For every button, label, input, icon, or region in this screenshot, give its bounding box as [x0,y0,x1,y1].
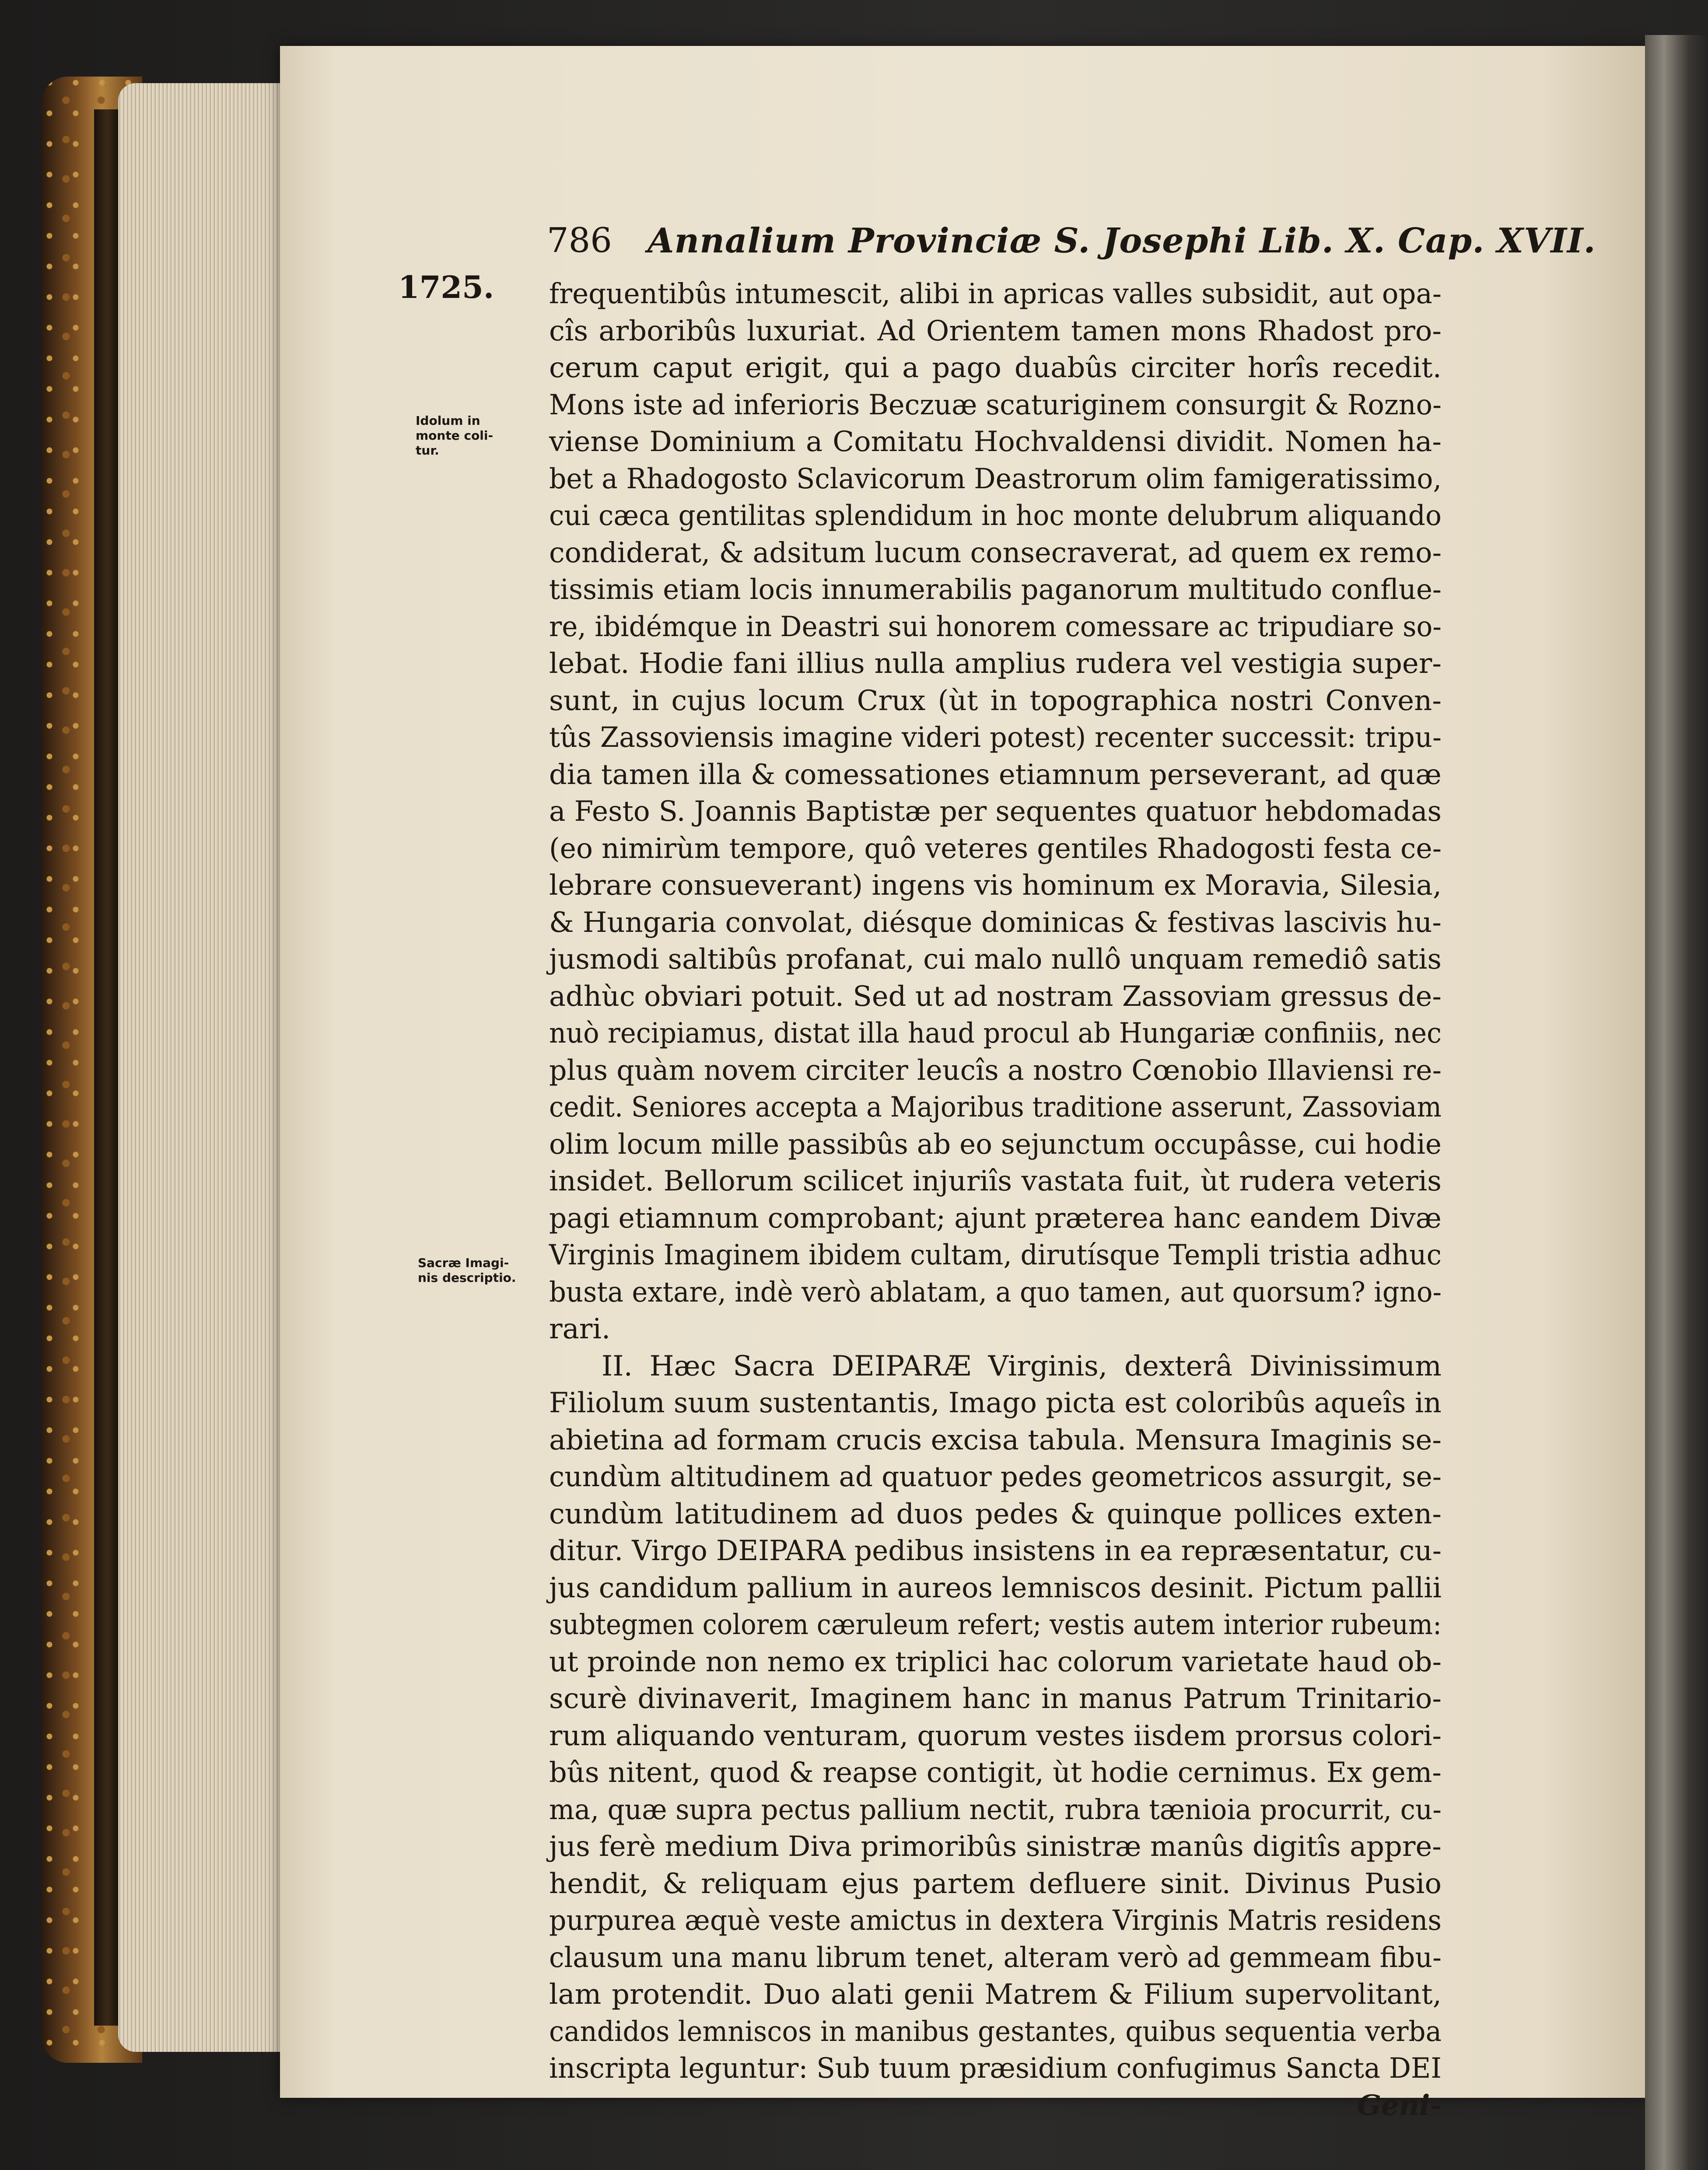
text-line [549,1939,1442,1977]
line-text: clausum una manu librum tenet, alteram verò ad gemmeam fibu- [549,1941,1442,1974]
running-head: Annalium Provinciæ S. Josephi Lib. X. Cap. XVII. [648,221,1596,261]
line-text: cerum caput erigit, qui a pago duabûs circiter horîs recedit. [549,352,1442,384]
line-text: (eo nimirùm tempore, quô veteres gentiles Rhadogosti festa ce- [549,832,1442,865]
line-text: viense Dominium a Comitatu Hochvaldensi dividit. Nomen ha- [549,426,1442,458]
margin-note-idol [416,413,547,458]
line-text: bûs nitent, quod & reapse contigit, ùt hodie cernimus. Ex gem- [549,1757,1442,1789]
line-text: Filiolum suum sustentantis, Imago picta est coloribûs aqueîs in [549,1387,1442,1419]
text-line [549,1570,1442,1607]
text-line [549,1052,1442,1089]
line-text: hendit, & reliquam ejus partem defluere sinit. Divinus Pusio [549,1867,1442,1900]
text-line [549,1754,1442,1792]
text-line [549,1606,1442,1644]
line-text: & Hungaria convolat, diésque dominicas & festivas lascivis hu- [549,906,1442,939]
text-line [549,1496,1442,1533]
text-line [549,941,1442,978]
margin-note-line: nis descriptio. [418,1270,516,1285]
line-text: olim locum mille passibûs ab eo sejunctum occupâsse, cui hodie [549,1128,1442,1161]
text-line [549,424,1442,461]
text-line [549,830,1442,868]
line-text: cundùm latitudinem ad duos pedes & quinque pollices exten- [549,1498,1442,1530]
line-text: abietina ad formam crucis excisa tabula. Mensura Imaginis se- [549,1424,1442,1456]
line-text: jus ferè medium Diva primoribûs sinistræ manûs digitîs appre- [549,1830,1442,1863]
line-text: adhùc obviari potuit. Sed ut ad nostram Zassoviam gressus de- [549,980,1442,1013]
text-line [549,1828,1442,1866]
line-text: Geni- [1357,2089,1442,2122]
line-text: nuò recipiamus, distat illa haud procul ab Hungariæ confiniis, nec [549,1017,1442,1050]
text-line [549,719,1442,756]
line-text: cundùm altitudinem ad quatuor pedes geometricos assurgit, se- [549,1461,1442,1493]
text-line [549,1718,1442,1755]
text-line [549,276,1442,313]
book-spine [94,109,120,2026]
text-line [549,2013,1442,2051]
line-text: insidet. Bellorum scilicet injuriîs vastata fuit, ùt rudera veteris [549,1165,1442,1197]
text-line [549,350,1442,387]
line-text: busta extare, indè verò ablatam, a quo tamen, aut quorsum? igno- [549,1276,1442,1309]
line-text: Virginis Imaginem ibidem cultam, dirutísque Templi tristia adhuc [549,1239,1442,1271]
line-text: pagi etiamnum comprobant; ajunt præterea hanc eandem Divæ [549,1202,1442,1235]
text-line [549,1126,1442,1163]
line-text: Mons iste ad inferioris Beczuæ scaturiginem consurgit & Rozno- [549,388,1442,421]
line-text: lam protendit. Duo alati genii Matrem & Filium supervolitant, [549,1978,1442,2011]
text-line [549,682,1442,720]
text-line [549,1311,1442,1348]
line-text: sunt, in cujus locum Crux (ùt in topographica nostri Conven- [549,684,1442,717]
line-text: a Festo S. Joannis Baptistæ per sequentes quatuor hebdomadas [549,795,1442,828]
page-number: 786 [547,221,612,260]
line-text: dia tamen illa & comessationes etiamnum perseverant, ad quæ [549,758,1442,791]
text-line [549,1680,1442,1718]
page-header [547,221,1596,265]
text-line [549,1976,1442,2013]
text-line [549,867,1442,904]
line-text: tissimis etiam locis innumerabilis paganorum multitudo conflue- [549,574,1442,606]
line-text: jusmodi saltibûs profanat, cui malo nullô unquam remediô satis [549,943,1442,976]
text-line [549,1348,1442,1385]
line-text: cîs arboribûs luxuriat. Ad Orientem tamen mons Rhadost pro- [549,315,1442,347]
line-text: inscripta leguntur: Sub tuum præsidium confugimus Sancta DEI [549,2052,1442,2085]
text-line [549,1385,1442,1422]
text-line [549,535,1442,572]
text-line [549,1902,1442,1939]
text-line [549,2050,1442,2087]
line-text: bet a Rhadogosto Sclavicorum Deastrorum olim famigeratissimo, [549,462,1442,495]
line-text: tûs Zassoviensis imagine videri potest) recenter successit: tripu- [549,721,1442,754]
text-line [549,1644,1442,1681]
line-text: condiderat, & adsitum lucum consecraverat, ad quem ex remo- [549,536,1442,569]
margin-note-line: Idolum in [416,413,480,428]
line-text: II. Hæc Sacra DEIPARÆ Virginis, dexterâ Divinissimum [602,1350,1442,1382]
line-text: cui cæca gentilitas splendidum in hoc monte delubrum aliquando [549,500,1442,532]
line-text: rari. [549,1313,611,1345]
facing-page-edge [1645,35,1708,2170]
text-line [549,1533,1442,1570]
line-text: frequentibûs intumescit, alibi in apricas valles subsidit, aut opa- [549,278,1442,310]
line-text: subtegmen colorem cæruleum refert; vestis autem interior rubeum: [549,1609,1442,1641]
margin-note-image [418,1256,553,1285]
text-line [549,1866,1442,1903]
line-text: lebrare consueverant) ingens vis hominum ex Moravia, Silesia, [549,869,1442,902]
margin-note-line: Sacræ Imagi- [418,1256,509,1270]
catchword [549,2087,1442,2124]
text-line [549,1792,1442,1829]
text-line [549,571,1442,609]
line-text: scurè divinaverit, Imaginem hanc in manus Patrum Trinitario- [549,1683,1442,1715]
text-line [549,756,1442,794]
line-text: cedit. Seniores accepta a Majoribus traditione asserunt, Zassoviam [549,1091,1442,1124]
text-line [549,645,1442,682]
text-line [549,1200,1442,1237]
line-text: purpurea æquè veste amictus in dextera Virginis Matris residens [549,1904,1442,1937]
text-line [549,1015,1442,1052]
text-line [549,978,1442,1015]
body-text [549,276,1442,2124]
text-line [549,313,1442,350]
line-text: ma, quæ supra pectus pallium nectit, rubra tænioia procurrit, cu- [549,1793,1442,1826]
line-text: jus candidum pallium in aureos lemniscos desinit. Pictum pallii [549,1572,1442,1604]
line-text: ditur. Virgo DEIPARA pedibus insistens in ea repræsentatur, cu- [549,1535,1442,1567]
margin-note-line: tur. [416,443,439,458]
text-line [549,461,1442,498]
margin-year: 1725. [398,269,494,305]
line-text: re, ibidémque in Deastri sui honorem comessare ac tripudiare so- [549,610,1442,643]
line-text: rum aliquando venturam, quorum vestes iisdem prorsus colori- [549,1719,1442,1752]
text-line [549,793,1442,830]
text-line [549,609,1442,646]
line-text: plus quàm novem circiter leucîs a nostro Cœnobio Illaviensi re- [549,1054,1442,1087]
text-line [549,1089,1442,1126]
text-line [549,1163,1442,1200]
text-line [549,387,1442,424]
text-line [549,1237,1442,1274]
text-line [549,1274,1442,1311]
margin-note-line: monte coli- [416,428,494,443]
text-line [549,1459,1442,1496]
line-text: candidos lemniscos in manibus gestantes, quibus sequentia verba [549,2015,1442,2048]
text-line [549,904,1442,942]
line-text: ut proinde non nemo ex triplici hac colorum varietate haud ob- [549,1645,1442,1678]
line-text: lebat. Hodie fani illius nulla amplius rudera vel vestigia super- [549,648,1442,680]
text-line [549,1422,1442,1459]
text-line [549,497,1442,535]
